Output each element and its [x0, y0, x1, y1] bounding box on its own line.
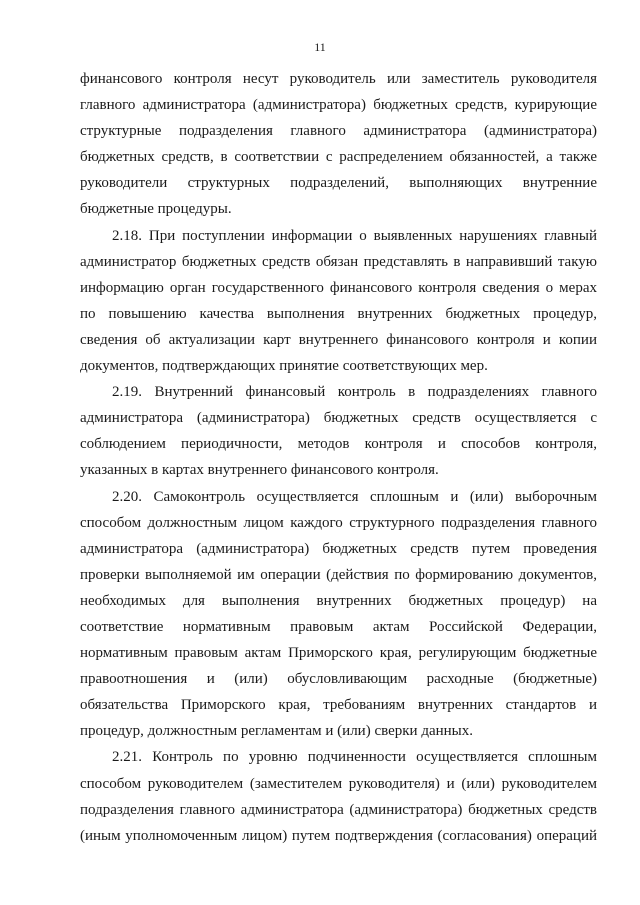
text-line: подразделения главного администратора (администратора) бюджетных средств [80, 801, 597, 818]
text-line: способом должностным лицом каждого структурного подразделения главного [80, 514, 597, 531]
text-line: информацию орган государственного финансового контроля сведения о мерах [80, 279, 597, 296]
page-number: 11 [314, 40, 326, 54]
text-line: администратора (администратора) бюджетных средств осуществляется с [80, 410, 597, 427]
text-line: сведения об актуализации карт внутреннего финансового контроля и копии [80, 331, 597, 348]
paragraph-2-20 [80, 484, 597, 745]
paragraph-continuation [80, 66, 597, 223]
text-line: 2.21. Контроль по уровню подчиненности осуществляется сплошным [112, 749, 597, 766]
text-line: бюджетные процедуры. [80, 201, 232, 218]
text-line: документов, подтверждающих принятие соответствующих мер. [80, 358, 488, 375]
text-line: соответствие нормативным правовым актам Российской Федерации, [80, 618, 597, 635]
text-line: бюджетных средств, в соответствии с распределением обязанностей, а также [80, 149, 597, 166]
text-line: 2.18. При поступлении информации о выявленных нарушениях главный [112, 227, 597, 244]
paragraph-2-18 [80, 223, 597, 380]
text-line: 2.20. Самоконтроль осуществляется сплошным и (или) выборочным [112, 488, 597, 505]
text-line: 2.19. Внутренний финансовый контроль в подразделениях главного [112, 384, 597, 401]
body-text [80, 66, 597, 849]
text-line: способом руководителем (заместителем руководителя) и (или) руководителем [80, 775, 597, 792]
text-line: указанных в картах внутреннего финансового контроля. [80, 462, 439, 479]
text-line: нормативным правовым актам Приморского края, регулирующим бюджетные [80, 645, 597, 662]
text-line: администратора (администратора) бюджетных средств путем проведения [80, 540, 597, 557]
text-line: структурные подразделения главного администратора (администратора) [80, 123, 597, 140]
text-line: соблюдением периодичности, методов контроля и способов контроля, [80, 436, 597, 453]
text-line: по повышению качества выполнения внутренних бюджетных процедур, [80, 305, 597, 322]
paragraph-2-19 [80, 379, 597, 483]
text-line: администратор бюджетных средств обязан представлять в направивший такую [80, 253, 597, 270]
text-line: необходимых для выполнения внутренних бюджетных процедур) на [80, 592, 597, 609]
text-line: главного администратора (администратора) бюджетных средств, курирующие [80, 97, 597, 114]
text-line: проверки выполняемой им операции (действия по формированию документов, [80, 566, 597, 583]
text-line: обязательства Приморского края, требованиям внутренних стандартов и [80, 697, 597, 714]
paragraph-2-21 [80, 744, 597, 848]
text-line: процедур, должностным регламентам и (или) сверки данных. [80, 723, 474, 740]
text-line: (иным уполномоченным лицом) путем подтверждения (согласования) операций [80, 827, 597, 844]
text-line: руководители структурных подразделений, выполняющих внутренние [80, 175, 597, 192]
text-line: финансового контроля несут руководитель или заместитель руководителя [80, 71, 597, 87]
text-line: правоотношения и (или) обусловливающим расходные (бюджетные) [80, 671, 597, 688]
